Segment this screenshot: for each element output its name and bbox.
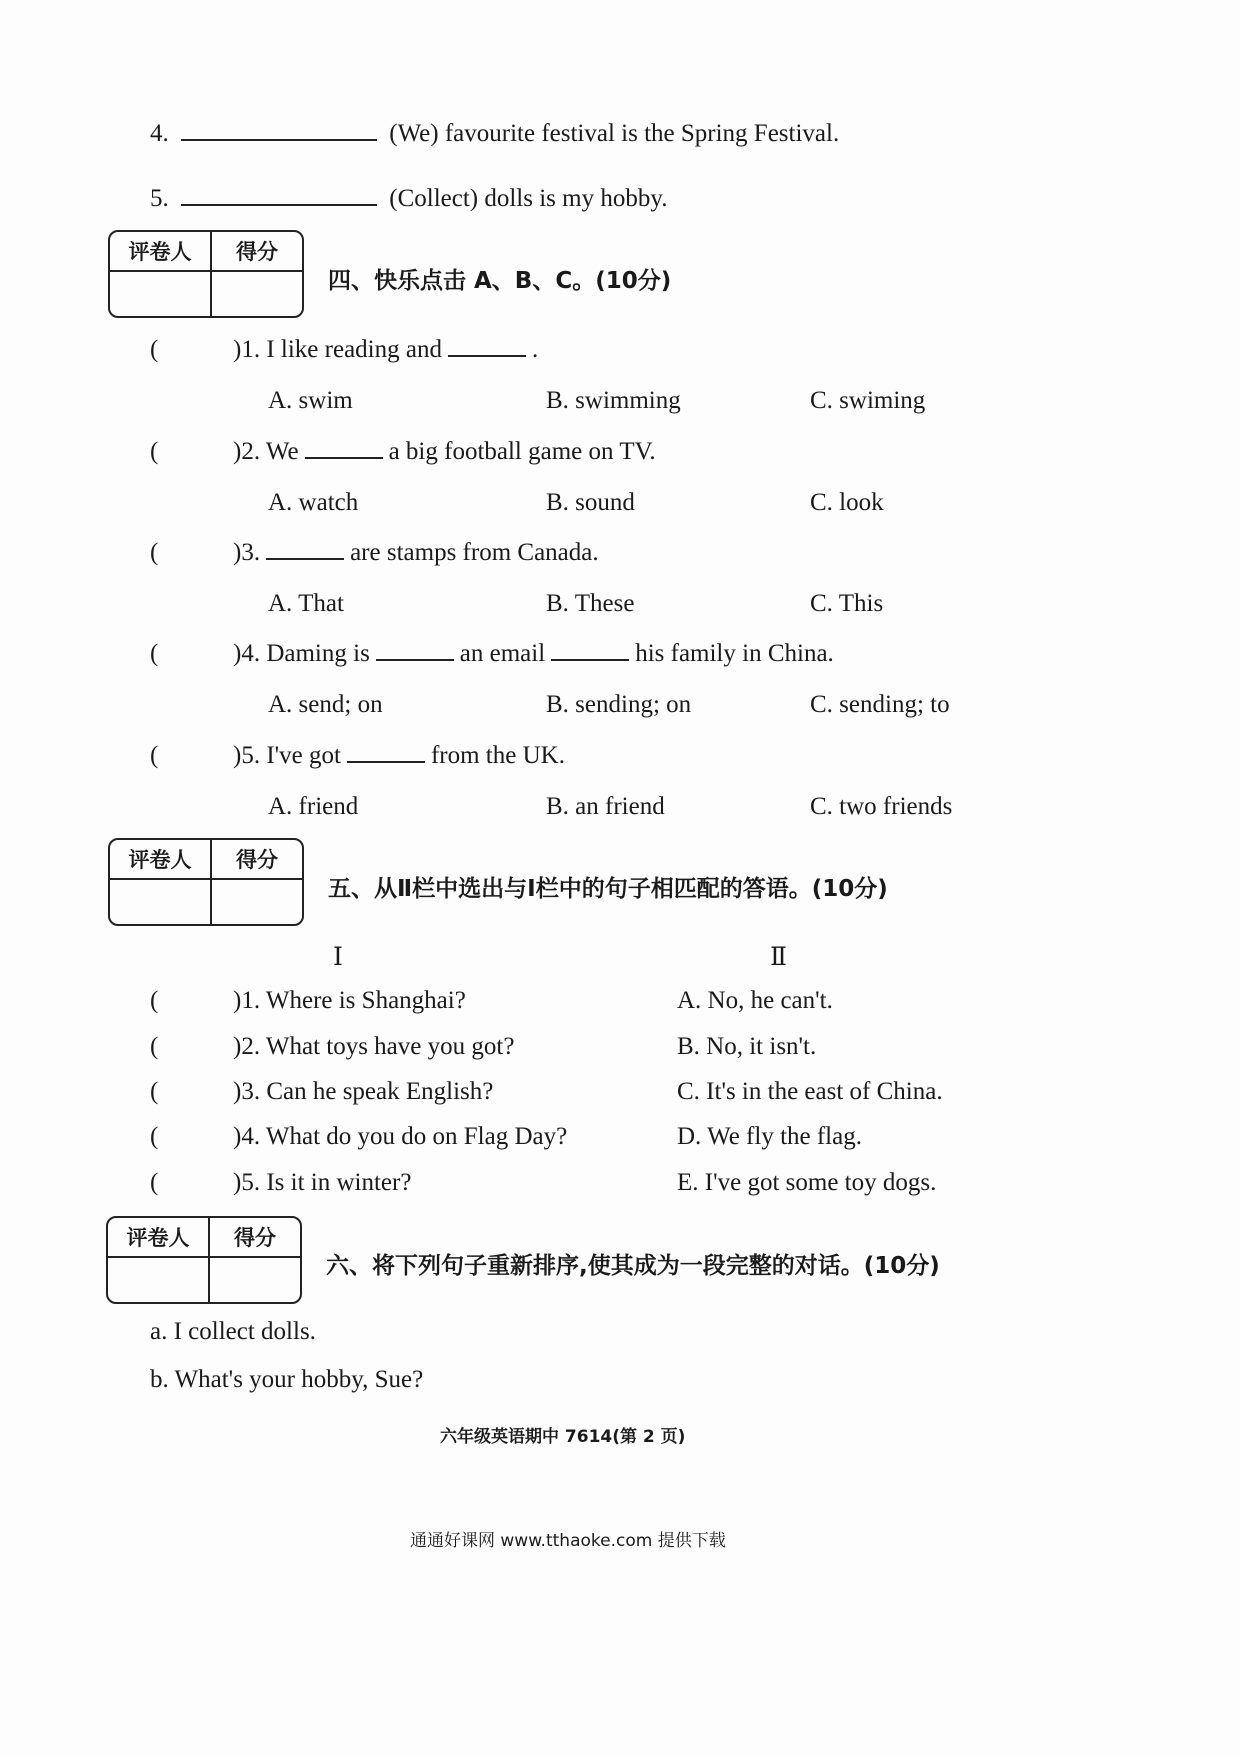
question-number: )1. [233, 336, 261, 363]
grader-cell[interactable] [110, 272, 212, 316]
fill-item-4: 4. (We) favourite festival is the Spring Festival. [150, 120, 840, 147]
score-cell[interactable] [210, 1258, 300, 1302]
answer-paren[interactable]: ( [150, 1169, 159, 1196]
match-question: )2. What toys have you got? [233, 1033, 515, 1060]
question-text [233, 336, 538, 364]
answer-blank[interactable] [448, 354, 526, 357]
score-cell[interactable] [212, 880, 302, 924]
answer-paren[interactable]: ( [150, 1078, 159, 1105]
question-text [233, 438, 656, 466]
dialogue-line-a: a. I collect dolls. [150, 1318, 316, 1345]
grader-cell[interactable] [108, 1258, 210, 1302]
answer-paren[interactable]: ( [150, 742, 159, 769]
match-question: )5. Is it in winter? [233, 1169, 412, 1196]
section5-title: 五、从Ⅱ栏中选出与Ⅰ栏中的句子相匹配的答语。(10分) [328, 876, 888, 902]
grader-cell[interactable] [110, 880, 212, 924]
fill-item-5: 5. (Collect) dolls is my hobby. [150, 185, 668, 212]
grader-label: 评卷人 [108, 1218, 210, 1258]
answer-blank[interactable] [181, 138, 377, 141]
section4-title: 四、快乐点击 A、B、C。(10分) [328, 268, 672, 294]
option-choice[interactable]: A. swim [268, 387, 353, 414]
question-number: )2. [233, 438, 261, 465]
question-stem: We [260, 438, 299, 465]
option-choice[interactable]: B. sound [546, 489, 635, 516]
question-number: )3. [233, 539, 261, 566]
option-choice[interactable]: C. This [810, 590, 884, 617]
question-number: )4. [233, 640, 261, 667]
question-stem: are stamps from Canada. [350, 539, 599, 566]
option-choice[interactable]: C. look [810, 489, 884, 516]
answer-paren[interactable]: ( [150, 539, 159, 566]
option-choice[interactable]: B. sending; on [546, 691, 692, 718]
option-choice[interactable]: C. swiming [810, 387, 926, 414]
option-choice[interactable]: A. send; on [268, 691, 383, 718]
match-question: )1. Where is Shanghai? [233, 987, 466, 1014]
page-footer: 六年级英语期中 7614(第 2 页) [440, 1427, 686, 1447]
answer-paren[interactable]: ( [150, 1033, 159, 1060]
question-stem: an email [459, 640, 546, 667]
question-stem: his family in China. [635, 640, 834, 667]
option-choice[interactable]: A. That [268, 590, 344, 617]
answer-blank[interactable] [376, 658, 454, 661]
score-box [108, 838, 304, 926]
option-choice[interactable]: A. friend [268, 793, 359, 820]
match-answer: A. No, he can't. [677, 987, 833, 1014]
question-stem: Daming is [260, 640, 370, 667]
match-question: )4. What do you do on Flag Day? [233, 1123, 568, 1150]
answer-paren[interactable]: ( [150, 336, 159, 363]
match-answer: E. I've got some toy dogs. [677, 1169, 937, 1196]
option-choice[interactable]: C. two friends [810, 793, 953, 820]
score-label: 得分 [212, 232, 302, 272]
answer-blank[interactable] [347, 760, 425, 763]
answer-paren[interactable]: ( [150, 438, 159, 465]
option-choice[interactable]: B. swimming [546, 387, 681, 414]
question-stem: I've got [260, 742, 341, 769]
dialogue-line-b: b. What's your hobby, Sue? [150, 1366, 424, 1393]
option-choice[interactable]: B. an friend [546, 793, 665, 820]
question-stem: from the UK. [430, 742, 565, 769]
option-choice[interactable]: A. watch [268, 489, 359, 516]
question-number: )5. [233, 742, 261, 769]
score-cell[interactable] [212, 272, 302, 316]
score-label: 得分 [210, 1218, 300, 1258]
question-stem: I like reading and [260, 336, 442, 363]
answer-blank[interactable] [551, 658, 629, 661]
score-label: 得分 [212, 840, 302, 880]
question-text [233, 640, 834, 668]
grader-label: 评卷人 [110, 232, 212, 272]
match-answer: C. It's in the east of China. [677, 1078, 943, 1105]
score-box [106, 1216, 302, 1304]
question-text [233, 742, 565, 770]
match-question: )3. Can he speak English? [233, 1078, 494, 1105]
answer-blank[interactable] [305, 456, 383, 459]
grader-label: 评卷人 [110, 840, 212, 880]
match-answer: B. No, it isn't. [677, 1033, 817, 1060]
question-stem: . [531, 336, 539, 363]
column-header-2: Ⅱ [770, 944, 787, 971]
score-box [108, 230, 304, 318]
source-watermark: 通通好课网 www.tthaoke.com 提供下载 [410, 1531, 726, 1551]
question-stem: a big football game on TV. [388, 438, 656, 465]
section6-title: 六、将下列句子重新排序,使其成为一段完整的对话。(10分) [326, 1253, 940, 1279]
option-choice[interactable]: B. These [546, 590, 635, 617]
match-answer: D. We fly the flag. [677, 1123, 862, 1150]
question-text [233, 539, 599, 567]
answer-paren[interactable]: ( [150, 987, 159, 1014]
answer-blank[interactable] [266, 557, 344, 560]
option-choice[interactable]: C. sending; to [810, 691, 950, 718]
answer-paren[interactable]: ( [150, 1123, 159, 1150]
answer-paren[interactable]: ( [150, 640, 159, 667]
column-header-1: Ⅰ [333, 944, 343, 971]
answer-blank[interactable] [181, 203, 377, 206]
